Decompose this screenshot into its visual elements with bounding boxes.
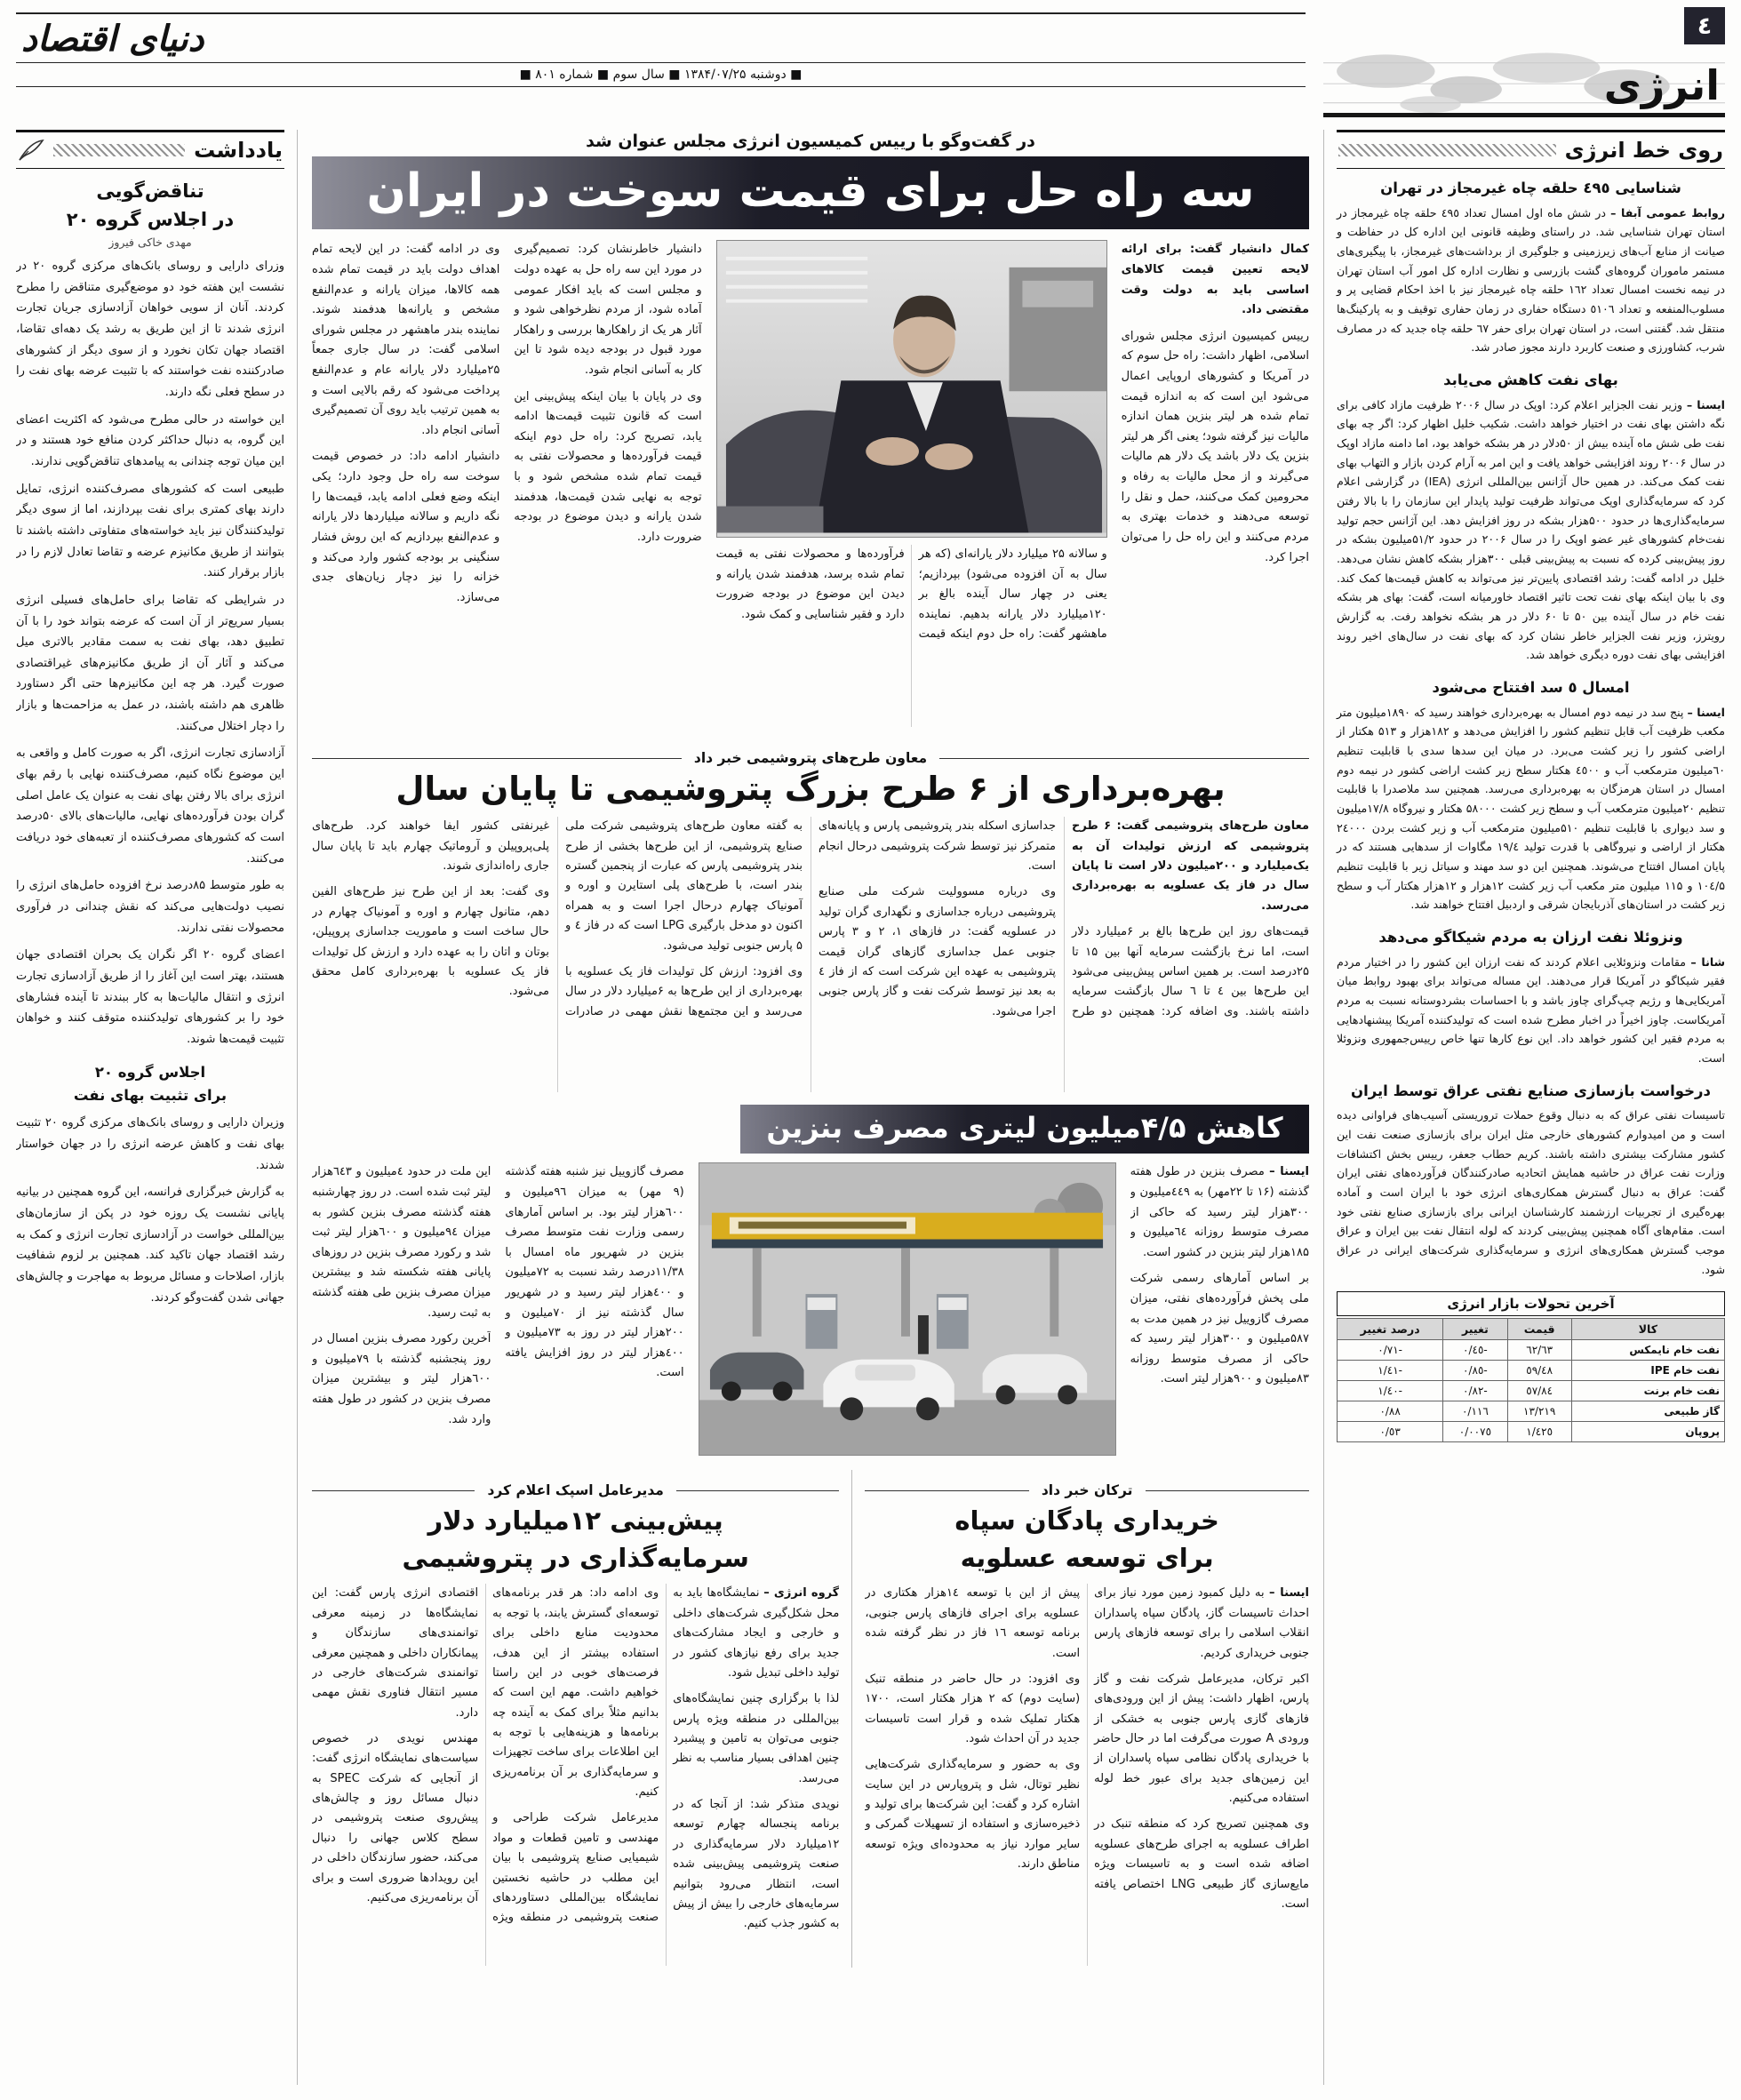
article-paragraph: وی به حضور و سرمایه‌گذاری شرکت‌هایی نظیر توتال، شل و پتروپارس در این سایت اشاره کرد و گفت: این شرکت‌ها برای تولید و ذخیره‌سازی و استفاده از تسهیلات گمرکی و سایر موارد نیاز به محدوده‌ای ویژه توسعه مناطق دارند. bbox=[865, 1758, 1081, 1872]
agency-label: روابط عمومی آبفا – bbox=[1610, 205, 1725, 220]
agency-label: ایسنا – bbox=[1269, 1165, 1309, 1179]
commodity-price: ٥٧/٨٤ bbox=[1507, 1381, 1571, 1401]
petro-body bbox=[312, 817, 1309, 1092]
note-paragraph: اعضای گروه ۲۰ اگر نگران یک بحران اقتصادی جهان هستند، بهتر است این آغاز را از طریق آزادسازی تجارت انرژی و انتقال مالیات‌ها به کار ببندند تا آینده فشارهای خود را بر کشورهای تولیدکننده متوقف کنند و خواهان تثبیت قیمت‌ها شوند. bbox=[16, 948, 284, 1046]
hatch-decoration bbox=[1338, 144, 1556, 156]
espik-kicker bbox=[312, 1482, 839, 1498]
commodity-pct: -١/٤٠ bbox=[1338, 1381, 1443, 1401]
note-byline: مهدی خاکی فیروز bbox=[108, 236, 192, 249]
table-row bbox=[1338, 1422, 1725, 1442]
torkan-article bbox=[851, 1470, 1309, 1968]
commodity-name: نفت خام IPE bbox=[1571, 1361, 1724, 1381]
note-subhead bbox=[16, 1061, 284, 1108]
col-header-change: تغییر bbox=[1443, 1319, 1507, 1340]
energy-item-text: در شش ماه اول امسال تعداد ٤٩٥ حلقه چاه غیرمجاز در استان تهران شناسایی شد. در راستای وظیفه قانونی این اداره کل در حفاظت و صیانت از منابع آب‌های زیرزمینی و جلوگیری از برداشت‌های غیرمجاز، با پیگیری‌های مستمر ماموران گروه‌های گشت بازرسی و نظارت اداره کل امور آب استان تهران در نیمه نخست امسال تعداد ١٦٢ حلقه چاه غیرمجاز نیز با اخذ احکام قضایی پر و مسلوب‌المنفعه و تعداد ٥١٠٦ دستگاه حفاری در زمان حفاری توقیف و به پارکینگ‌ها منتقل شد. گفتنی است، در استان تهران برای حفر ٦٧ حلقه چاه جدید که در مصارف شرب، کشاورزی و صنعت کاربرد دارند مجوز صادر شد. bbox=[1337, 205, 1725, 355]
espik-body bbox=[312, 1584, 839, 1966]
note-header-title: یادداشت bbox=[194, 138, 283, 163]
commodity-change: -٠/٤٥ bbox=[1443, 1340, 1507, 1361]
commodity-price: ١/٤٢٥ bbox=[1507, 1422, 1571, 1442]
commodity-name: نفت خام برنت bbox=[1571, 1381, 1724, 1401]
col-header-price: قیمت bbox=[1507, 1319, 1571, 1340]
masthead-logo-block bbox=[16, 7, 1306, 124]
energy-item-body bbox=[1337, 703, 1725, 914]
energy-item-title: امسال ٥ سد افتتاح می‌شود bbox=[1432, 678, 1630, 696]
note-paragraph: در شرایطی که تقاضا برای حامل‌های فسیلی انرژی بسیار سریع‌تر از آن است که عرضه بتواند خود را با آن تطبیق دهد، بهای نفت به سمت مقادیر بالاتری میل می‌کند و آثار آن از طریق مکانیزم‌های غیراقتصادی صورت گیرد. هر چه این مکانیزم‌ها حتی اگر دستاورد ظاهری هم داشته باشند، در عمل به مزاحمت‌ها و بازار را دچار اختلال می‌کنند. bbox=[16, 593, 284, 733]
article-paragraph: این ملت در حدود ٤میلیون و ٦٤۳هزار لیتر ثبت شده است. در روز چهارشنبه هفته گذشته مصرف بنزین کشور به میزان ۹٤میلیون و ٦۰۰هزار لیتر ثبت شد و رکورد مصرف بنزین در روزهای پایانی هفته شکسته شد و بیشترین میزان مصرف بنزین طی هفته گذشته به ثبت رسید. bbox=[312, 1165, 491, 1320]
headline-line-2: سرمایه‌گذاری در پتروشیمی bbox=[402, 1543, 749, 1574]
commodity-price: ٦٢/٦٣ bbox=[1507, 1340, 1571, 1361]
table-row bbox=[1338, 1381, 1725, 1401]
table-header-row bbox=[1338, 1319, 1725, 1340]
col-header-pct: درصد تغییر bbox=[1338, 1319, 1443, 1340]
main-article-body bbox=[312, 240, 1309, 738]
main-headline: سه راه حل برای قیمت سوخت در ایران bbox=[312, 156, 1309, 229]
table-row bbox=[1338, 1361, 1725, 1381]
commodity-pct: ٠/٨٨ bbox=[1338, 1401, 1443, 1422]
benzin-article bbox=[312, 1105, 1309, 1456]
note-column bbox=[16, 130, 297, 2085]
photo-column bbox=[716, 240, 1107, 738]
masthead bbox=[16, 7, 1725, 124]
article-paragraph: وی افزود: در حال حاضر در منطقه تنبک (سایت دوم) که ۲ هزار هکتار است، ۱۷۰۰ هکتار تملیک شده و قرار است تاسیسات جدید در آن احداث شود. bbox=[865, 1672, 1081, 1745]
energy-item-title: شناسایی ٤٩٥ حلقه چاه غیرمجاز در تهران bbox=[1380, 180, 1681, 196]
energy-item bbox=[1337, 927, 1725, 1068]
main-kicker: در گفت‌وگو با رییس کمیسیون انرژی مجلس عنوان شد bbox=[586, 132, 1035, 151]
quill-icon bbox=[18, 139, 44, 162]
torkan-kicker-text: ترکان خبر داد bbox=[1041, 1482, 1133, 1499]
energy-item-text: پنج سد در نیمه دوم امسال به بهره‌برداری خواهند رسید که ۱۸۹۰میلیون متر مکعب ظرفیت آب قابل تنظیم کشور را افزایش می‌دهد و ۱۸۲هزار و ۵۱۳ هکتار از اراضی کشور را زیر کشت می‌برد. در میان این سدها سدی با قابلیت تنظیم ٦٠میلیون مترمکعب آب و ٤٥٠٠ هکتار سطح زیر کشت اراضی کشور در نیمه دوم امسال در استان هرمزگان به بهره‌برداری می‌رسد. همچنین سد ملاصدرا با قابلیت تنظیم ۲۰میلیون مترمکعب آب و سطح زیر کشت ۵۸۰۰۰ هکتار و نیروگاه ۱۷/۸میلیون و سد دیواری با قابلیت تنظیم ۵۱۰میلیون مترمکعب آب و زیر کشت بردن ۲٤۰۰۰ هکتار از اراضی و نیروگاهی با قدرت تولید ۱۹/٤ مگاوات از سدهایی هستند که در پایان امسال افتتاح می‌شوند. همچنین این دو سد مهند و سیاتل زیر با قابلیت تنظیم ۱۰٤/۵ و ۱۱۵ میلیون متر مکعب آب زیر کشت ۱۲هزار و ۱۲هزار هکتار آب و سطح زیر کشت در استان‌های آذربایجان شرقی و اردبیل افتتاح خواهند شد. bbox=[1337, 705, 1725, 912]
article-paragraph: وی افزود: ارزش کل تولیدات فاز یک عسلویه با بهره‌برداری از این طرح‌ها به ۶میلیارد دلار در سال می‌رسد و این مجتمع‌ها نقش مهمی در صادرات غیرنفتی کشور ایفا خواهند کرد. طرح‌های پلی‌پروپیلن و آروماتیک چهارم باید تا پایان سال جاری راه‌اندازی شوند. bbox=[312, 819, 803, 1018]
article-lead bbox=[673, 1584, 839, 1683]
bottom-articles-row bbox=[312, 1470, 1309, 1968]
table-row bbox=[1338, 1340, 1725, 1361]
torkan-body bbox=[865, 1584, 1309, 1966]
note-header bbox=[16, 130, 284, 169]
main-article bbox=[312, 132, 1309, 738]
energy-table-title: آخرین تحولات بازار انرژی bbox=[1337, 1291, 1725, 1316]
article-paragraph: دانشیار خاطرنشان کرد: تصمیم‌گیری در مورد این سه راه حل به عهده دولت و مجلس است که باید افکار عمومی آماده شود، از مردم نظرخواهی شود و آثار هر یک از راهکارها بررسی و راهکار مورد قبول در بودجه دیده شود تا این کار به آسانی انجام شود. bbox=[514, 243, 702, 378]
article-column bbox=[505, 1162, 683, 1456]
energy-item-title: درخواست بازسازی صنایع نفتی عراق توسط ایران bbox=[1350, 1082, 1712, 1099]
article-lead bbox=[1094, 1584, 1309, 1663]
article-paragraph: مدیرعامل شرکت طراحی و مهندسی و تامین قطعات و مواد شیمیایی صنایع پتروشیمی با بیان این مطلب در حاشیه نخستین نمایشگاه بین‌المللی دستاوردهای صنعت پتروشیمی در منطقه ویژه اقتصادی انرژی پارس گفت: این نمایشگاه‌ها در زمینه معرفی توانمندی‌های سازندگان و پیمانکاران داخلی و همچنین معرفی توانمندی شرکت‌های خارجی در مسیر انتقال فناوری نقش مهمی دارد. bbox=[312, 1586, 659, 1925]
article-paragraph: وی همچنین تصریح کرد که منطقه تنبک در اطراف عسلویه به اجرای طرح‌های عسلویه اضافه شده است و به تاسیسات ویژه مایع‌سازی گاز طبیعی LNG اختصاص یافته است. bbox=[1094, 1817, 1309, 1911]
energy-item-body bbox=[1337, 953, 1725, 1068]
note-paragraph: طبیعی است که کشورهای مصرف‌کننده انرژی، تمایل دارند بهای کمتری برای نفت بپردازند، اما از سوی دیگر تولیدکنندگان نیز باید خواسته‌های متفاوتی داشته باشند تا بتوانند از طریق مکانیزم عرضه و تقاضا تعادل لازم را در بازار برقرار کنند. bbox=[16, 482, 284, 580]
article-column bbox=[1122, 240, 1309, 738]
note-paragraph: به طور متوسط ۸۵درصد نرخ افزوده حامل‌های انرژی را نصیب دولت‌هایی می‌کند که نقش چندانی در فرآوری محصولات نفتی ندارند. bbox=[16, 879, 284, 935]
article-paragraph: پیش از این با توسعه ۱٤هزار هکتاری در عسلویه برای اجرای فازهای پارس جنوبی، برنامه توسعه ۱٦ فاز در نظر گرفته شده است. bbox=[865, 1586, 1081, 1660]
article-paragraph: مهندس نویدی در خصوص سیاست‌های نمایشگاه انرژی گفت: از آنجایی که شرکت SPEC به دنبال مسائل روز و چالش‌های پیش‌روی صنعت پتروشیمی در سطح کلاس جهانی را دنبال می‌کند، حضور سازندگان داخلی در این رویدادها ضروری است و برای آن برنامه‌ریزی می‌کنیم. bbox=[312, 1732, 479, 1904]
espik-headline bbox=[312, 1502, 839, 1577]
gas-station-photo bbox=[699, 1162, 1116, 1456]
commodity-pct: -٠/٧١ bbox=[1338, 1340, 1443, 1361]
note-subhead-line-2: برای تثبیت بهای نفت bbox=[73, 1087, 228, 1105]
hatch-decoration bbox=[53, 144, 185, 156]
agency-label: ایسنا – bbox=[1686, 397, 1725, 411]
headline-line-1: پیش‌بینی ۱۲میلیارد دلار bbox=[427, 1505, 723, 1537]
headline-line-2: برای توسعه عسلویه bbox=[960, 1543, 1214, 1574]
interview-photo-graphic bbox=[717, 241, 1106, 533]
espik-kicker-text: مدیرعامل اسپک اعلام کرد bbox=[487, 1482, 664, 1499]
article-paragraph: رییس کمیسیون انرژی مجلس شورای اسلامی، اظهار داشت: راه حل سوم که در آمریکا و کشورهای اروپایی اعمال می‌شود این است که به اندازه قیمت تمام شده هر لیتر بنزین همان اندازه مالیات نیز گرفته شود؛ یعنی اگر هر لیتر بنزین یک دلار باشد یک دلار هم مالیات می‌گیرند و از محل مالیات به رفاه و محرومین کمک می‌کنند، حمل و نقل را توسعه می‌دهند و خدمات بهتری به مردم می‌کنند و این راه حل را می‌توان اجرا کرد. bbox=[1121, 329, 1309, 564]
energy-item-body bbox=[1337, 395, 1725, 665]
petro-article bbox=[312, 750, 1309, 1092]
note-title-line-2: در اجلاس گروه ۲۰ bbox=[66, 208, 235, 230]
under-photo-text bbox=[716, 545, 1107, 727]
newspaper-logo: دنیای اقتصاد bbox=[21, 18, 204, 60]
article-paragraph: وی درباره مسوولیت شرکت ملی صنایع پتروشیمی درباره جداسازی و نگهداری گران تولید در عسلویه گفت: در فازهای ۱، ۲ و ۳ پارس جنوبی عمل جداسازی گازهای گران قیمت پتروشیمی به عهده این شرکت است که از فاز ٤ به بعد نیز توسط شرکت نفت و گاز پارس جنوبی اجرا می‌شود. bbox=[819, 885, 1057, 1018]
lead-text: به دلیل کمبود زمین مورد نیاز برای احداث تاسیسات گاز، پادگان سپاه پاسداران انقلاب اسلامی را برای توسعه فازهای پارس جنوبی خریداری کردیم. bbox=[1094, 1586, 1309, 1660]
article-column bbox=[1130, 1162, 1309, 1456]
logo-row bbox=[16, 12, 1306, 62]
petro-kicker bbox=[312, 750, 1309, 766]
energy-item-title: ونزوئلا نفت ارزان به مردم شیکاگو می‌دهد bbox=[1378, 928, 1683, 946]
commodity-change: -٠/٨٢ bbox=[1443, 1381, 1507, 1401]
article-paragraph: بر اساس آمارهای رسمی شرکت ملی پخش فرآورده‌های نفتی، میزان مصرف گازوییل نیز در همین مدت به ۵۸۷میلیون و ۳۰۰هزار لیتر رسید که حاکی از مصرف متوسط روزانه ۸۳میلیون و ۹۰۰هزار لیتر است. bbox=[1130, 1272, 1309, 1386]
article-lead: کمال دانشیار گفت: برای ارائه لایحه تعیین قیمت کالاهای اساسی باید به دولت وقت مقتضی داد. bbox=[1121, 243, 1309, 317]
article-column bbox=[312, 1162, 491, 1456]
commodity-name: نفت خام نایمکس bbox=[1571, 1340, 1724, 1361]
col-header-name: کالا bbox=[1571, 1319, 1724, 1340]
section-banner bbox=[1323, 46, 1725, 117]
content-grid bbox=[16, 130, 1725, 2085]
torkan-headline bbox=[865, 1502, 1309, 1577]
article-column bbox=[312, 240, 499, 738]
energy-line-column bbox=[1323, 130, 1725, 2085]
article-paragraph: و سالانه ۲۵ میلیارد دلار یارانه‌ای (که هر سال به آن افزوده می‌شود) بپردازیم؛ یعنی در چهار سال آینده بالغ بر ۱۲۰میلیارد دلار یارانه بدهیم. نماینده ماهشهر گفت: راه حل دوم اینکه قیمت فرآورده‌ها و محصولات نفتی به قیمت تمام شده برسد، هدفمند شدن یارانه و دیدن این موضوع در بودجه ضرورت دارد و فقیر شناسایی و کمک شود. bbox=[715, 547, 1107, 642]
energy-item bbox=[1337, 677, 1725, 914]
energy-item-body bbox=[1337, 204, 1725, 357]
article-paragraph: وی گفت: بعد از این طرح نیز طرح‌های الفین دهم، متانول چهارم و اوره و آمونیاک چهارم در حال ساخت است و ماموریت جداسازی پروپیلن، بوتان و اتان را به عهده دارد و ارزش کل تولیدات فاز یک عسلویه با بهره‌برداری کامل محقق می‌شود. bbox=[312, 885, 549, 999]
benzin-body bbox=[312, 1162, 1309, 1456]
energy-item-text: مقامات ونزوئلایی اعلام کردند که نفت ارزان این کشور را در اختیار مردم فقیر شیکاگو در آمریکا قرار می‌دهند. این مساله می‌تواند برای بهبود روابط میان آمریکایی‌ها و رژیم چپ‌گرای چاوز باشد و با احساسات بشردوستانه نسبت به مردم آمریکاست. چاوز اخیراً در اخبار مطرح شده است که تولیدکننده آمریکا پیشنهادهایی به مردم فقیر این کشور خواهد داد. این نوع کارها تنها خاص رییس‌جمهوری ونزوئلا است. bbox=[1337, 954, 1725, 1065]
benzin-headline: کاهش ۴/۵میلیون لیتری مصرف بنزین bbox=[740, 1105, 1309, 1154]
masthead-section-block bbox=[1323, 7, 1725, 124]
section-title: انرژی bbox=[1603, 61, 1720, 109]
table-row bbox=[1338, 1401, 1725, 1422]
commodity-name: پروپان bbox=[1571, 1422, 1724, 1442]
commodity-price: ١٣/٢١٩ bbox=[1507, 1401, 1571, 1422]
article-lead: معاون طرح‌های پتروشیمی گفت: ۶ طرح پتروشیمی که ارزش تولیدات آن به یک‌میلیارد و ۲۰۰میلیون دلار است تا پایان سال در فاز یک عسلویه به بهره‌برداری می‌رسد. bbox=[1072, 819, 1309, 913]
agency-label: ایسنا – bbox=[1687, 705, 1725, 719]
note-paragraph: این خواسته در حالی مطرح می‌شود که اکثریت اعضای این گروه، به دنبال حداکثر کردن منافع خود هستند و در این میان توجه چندانی به پیامدهای تناقض‌گویی ندارند. bbox=[16, 412, 284, 468]
energy-line-title: روی خط انرژی bbox=[1564, 138, 1723, 163]
commodity-pct: ٠/٥٣ bbox=[1338, 1422, 1443, 1442]
note-paragraph: وزیران دارایی و روسای بانک‌های مرکزی گروه ۲۰ تثبیت بهای نفت و کاهش عرضه انرژی را در جهان خواستار شدند. bbox=[16, 1116, 284, 1172]
article-paragraph: مصرف گازوییل نیز شنبه هفته گذشته (۹ مهر) به میزان ۹٦میلیون و ٦۰۰هزار لیتر بود. بر اساس آمارهای رسمی وزارت نفت متوسط مصرف بنزین در شهریور ماه امسال با ۱۱/۳۸درصد رشد نسبت به ۷۲میلیون و ٤۰۰هزار لیتر رسید و در شهریور سال گذشته نیز از ۷۰میلیون و ۲۰۰هزار لیتر در روز به ۷۳میلیون و ٤۰۰هزار لیتر در روز افزایش یافته است. bbox=[505, 1165, 684, 1380]
article-paragraph: لذا با برگزاری چنین نمایشگاه‌های بین‌المللی در منطقه ویژه پارس جنوبی می‌توان به تامین و پیشبرد چنین اهدافی بسیار مناسب به نظر می‌رسد. bbox=[673, 1692, 840, 1785]
note-paragraph: وزرای دارایی و روسای بانک‌های مرکزی گروه ۲۰ در نشست این هفته خود دو موضع‌گیری متناقض را مطرح کردند. آنان از سویی خواهان آزادسازی جریان تجارت انرژی شدند تا از این طریق به رشد یک دهه‌ای تقاضا، اقتصاد جهان تکان نخورد و از سوی دیگر از کشورهای صادرکننده نفت خواستند که با تثبیت عرضه بهای نفت را در سطح فعلی نگه دارند. bbox=[16, 260, 284, 399]
note-title bbox=[16, 178, 284, 234]
headline-line-1: خریداری پادگان سپاه bbox=[954, 1505, 1219, 1537]
torkan-kicker bbox=[865, 1482, 1309, 1498]
article-column bbox=[514, 240, 701, 738]
article-paragraph: نویدی متذکر شد: از آنجا که در برنامه پنجساله چهارم توسعه ۱۲میلیارد دلار سرمایه‌گذاری در صنعت پتروشیمی پیش‌بینی شده است، انتظار می‌رود بتوانیم سرمایه‌های خارجی را بیش از پیش به کشور جذب کنیم. bbox=[673, 1798, 840, 1931]
note-title-line-1: تناقض‌گویی bbox=[96, 180, 204, 202]
commodity-name: گاز طبیعی bbox=[1571, 1401, 1724, 1422]
commodity-change: -٠/٨٥ bbox=[1443, 1361, 1507, 1381]
market-table bbox=[1337, 1318, 1725, 1442]
article-paragraph: قیمت‌های روز این طرح‌ها بالغ بر ۶میلیارد دلار است، اما نرخ بازگشت سرمایه آنها بین ۱۵ تا ۲۵درصد است. بر همین اساس پیش‌بینی می‌شود این طرح‌ها بین ٤ تا ٦ سال بازگشت سرمایه داشته باشند. وی اضافه کرد: همچنین دو طرح جداسازی اسکله بندر پتروشیمی پارس و پایانه‌های متمرکز نیز توسط شرکت پتروشیمی درحال انجام است. bbox=[819, 819, 1309, 1018]
page-number: ٤ bbox=[1684, 7, 1725, 44]
article-lead bbox=[1130, 1162, 1309, 1263]
note-subhead-line-1: اجلاس گروه ۲۰ bbox=[94, 1063, 206, 1081]
energy-item-body bbox=[1337, 1106, 1725, 1279]
energy-market-table bbox=[1337, 1291, 1725, 1442]
energy-item-text: وزیر نفت الجزایر اعلام کرد: اوپک در سال ۲۰۰۶ ظرفیت مازاد کافی برای نگه داشتن بهای نفت در اختیار خواهد داشت. شکیب خلیل اظهار کرد: اگر چه بهای نفت طی شش ماه آینده بیش از ۵۰دلار در هر بشکه خواهد بود، اما دامنه مازاد اوپک در سال ۲۰۰۶ روند افزایشی خواهد یافت و این امر به آرام کردن بازار و التهاب بهای نفت کمک می‌کند. در همین حال آژانس بین‌المللی انرژی (IEA) در گزارشی اعلام کرد که سرمایه‌گذاری اوپک می‌تواند ظرفیت تولید پایدار این سازمان را با بالا رفتن سرمایه‌گذاری‌ها در حدود ۵۰۰هزار بشکه در روز افزایش دهد. این آژانس حجم تولید نفت‌خام کشورهای غیر عضو اوپک را در سال ۲۰۰۶ در حدود ۵۱/۲میلیون بشکه در روز پیش‌بینی کرده که نسبت به پیش‌بینی قبلی ۳۰۰هزار بشکه کاهش نشان می‌دهد. خلیل در ادامه گفت: رشد اقتصادی پایین‌تر نیز می‌تواند به کاهش قیمت‌ها کمک کند. وی با بیان اینکه بهای نفت تحت تاثیر اقتصاد خاورمیانه است، گفت: بهای هر بشکه نفت خام در سال آینده بین ۵۰ تا ۶۰ دلار در هر بشکه نخواهد رفت. به گزارش رویترز، وزیر نفت الجزایر خاطر نشان کرد که بهای نفت در سال‌های اخیر روند افزایشی بهای نفت دوره دیگری خواهد شد. bbox=[1337, 397, 1725, 662]
agency-label: گروه انرژی – bbox=[763, 1586, 840, 1601]
petro-headline: بهره‌برداری از ۶ طرح بزرگ پتروشیمی تا پایان سال bbox=[395, 770, 1226, 809]
petro-kicker-text: معاون طرح‌های پتروشیمی خبر داد bbox=[693, 750, 928, 767]
article-paragraph: وی در ادامه گفت: در این لایحه تمام اهداف دولت باید در قیمت تمام شده همه کالاها، میزان یارانه و عدم‌النفع مشخص و یارانه‌ها هدفمند شوند. نماینده بندر ماهشهر در مجلس شورای اسلامی گفت: در سال جاری جمعاً ۲۵میلیارد دلار یارانه عام و عدم‌النفع پرداخت می‌شود که رقم بالایی است و به همین ترتیب باید روی آن تصمیم‌گیری آسانی انجام داد. bbox=[312, 243, 500, 437]
center-column bbox=[297, 130, 1323, 2085]
gas-station-photo-graphic bbox=[699, 1163, 1115, 1455]
article-paragraph: دانشیار ادامه داد: در خصوص قیمت سوخت سه راه حل وجود دارد؛ یکی اینکه وضع فعلی ادامه یابد، قیمت‌ها را نگه داریم و سالانه میلیاردها دلار یارانه و عدم‌النفع بپردازیم که این روش فشار سنگینی بر بودجه کشور وارد می‌کند و خزانه را نیز دچار زیان‌های جدی می‌سازد. bbox=[312, 450, 500, 604]
article-paragraph: اکبر ترکان، مدیرعامل شرکت نفت و گاز پارس، اظهار داشت: پیش از این ورودی‌های فازهای گازی پارس جنوبی به خشکی از ورودی A صورت می‌گرفت اما در حال حاضر با خریداری پادگان نظامی سپاه پاسداران از این زمین‌های جدید برای عبور خط لوله استفاده می‌کنیم. bbox=[1094, 1672, 1309, 1806]
energy-line-header bbox=[1337, 130, 1725, 169]
espik-article bbox=[312, 1470, 851, 1968]
dateline: ■ دوشنبه ۱۳۸۴/۰۷/۲۵ ■ سال سوم ■ شماره ۸۰۱ ■ bbox=[16, 62, 1306, 87]
commodity-price: ٥٩/٤٨ bbox=[1507, 1361, 1571, 1381]
article-paragraph: وی ادامه داد: هر قدر برنامه‌های توسعه‌ای گسترش یابند، با توجه به محدودیت منابع داخلی برای استفاده بیشتر از این هدف، فرصت‌های خوبی در این راستا خواهیم داشت. مهم این است که بدانیم مثلاً برای کمک به آینده چه برنامه‌ها و هزینه‌هایی با توجه به این اطلاعات برای ساخت تجهیزات و سرمایه‌گذاری بر آن برنامه‌ریزی کنیم. bbox=[492, 1586, 659, 1800]
agency-label: شانا – bbox=[1690, 954, 1725, 969]
note-paragraph: به گزارش خبرگزاری فرانسه، این گروه همچنین در بیانیه پایانی نشست یک روزه خود در پکن از سازمان‌های بین‌المللی خواست در آزادسازی تجارت انرژی و کمک به رشد اقتصاد جهان تاکید کند. همچنین بر لزوم شفافیت بازار، اصلاحات و مسائل مربوط به مهاجرت و چالش‌های جهانی شدن گفت‌وگو کردند. bbox=[16, 1186, 284, 1305]
energy-item bbox=[1337, 178, 1725, 357]
energy-item-text: تاسیسات نفتی عراق که به دنبال وقوع حملات تروریستی آسیب‌های فراوانی دیده است و من امیدوارم کشورهای خارجی مثل ایران برای بازسازی صنعت نفت این کشور مشارکت بیشتری داشته باشند. کریم حطاب جعفر، رییس بخش اکتشافات وزارت نفت عراق در حاشیه همایش اتحادیه صادرکنندگان فرآورده‌های نفتی ایران گفت: عراق به دنبال گسترش همکاری‌های انرژی خود با ایران است و آماده بهره‌گیری از تجربیات ارزشمند کارشناسان ایرانی برای بازسازی صنایع نفتی خود است. مقام‌های آگاه همچنین پیش‌بینی کردند که لوله انتقال نفت بین ایران و عراق موجب گسترش همکاری‌های انرژی و سرمایه‌گذاری شرکت‌های ایرانی در عراق شود. bbox=[1337, 1108, 1725, 1276]
energy-item-title: بهای نفت کاهش می‌یابد bbox=[1443, 371, 1618, 388]
energy-item bbox=[1337, 370, 1725, 665]
agency-label: ایسنا – bbox=[1269, 1586, 1309, 1601]
article-paragraph: وی در پایان با بیان اینکه پیش‌بینی این است که قانون تثبیت قیمت‌ها ادامه یابد، تصریح کرد: راه حل دوم اینکه قیمت فرآورده‌ها و محصولات نفتی به قیمت تمام شده مشخص شود و با توجه به نهایی شدن قیمت‌ها، هدفمند شدن یارانه و دیدن موضوع در بودجه ضرورت دارد. bbox=[514, 389, 702, 544]
interview-photo bbox=[716, 240, 1107, 538]
commodity-change: ٠/١١٦ bbox=[1443, 1401, 1507, 1422]
note-paragraph: آزادسازی تجارت انرژی، اگر به صورت کامل و واقعی به این موضوع نگاه کنیم، مصرف‌کننده نهایی با رقم بهای انرژی برای بالا رفتن بهای نفت به عنوان یک عامل اصلی گران بودن فرآورده‌های نهایی، مالیات‌های بالای ۵۰درصد است که کشورهای مصرف‌کننده از تعبه‌های خود دریافت می‌کنند. bbox=[16, 747, 284, 866]
commodity-pct: -١/٤١ bbox=[1338, 1361, 1443, 1381]
lead-text: مصرف بنزین در طول هفته گذشته (۱۶ تا ۲۲مهر) به ٤٤۹میلیون و ۳۰۰هزار لیتر رسید که حاکی از مصرف متوسط روزانه ٦٤میلیون و ۱۸۵هزار لیتر بنزین در کشور است. bbox=[1130, 1165, 1309, 1259]
energy-item bbox=[1337, 1081, 1725, 1280]
lead-text: نمایشگاه‌ها باید به محل شکل‌گیری شرکت‌های داخلی و خارجی و ایجاد مشارکت‌های جدید برای رفع نیازهای کشور در تولید داخلی تبدیل شود. bbox=[673, 1586, 840, 1680]
article-paragraph: به گفته معاون طرح‌های پتروشیمی شرکت ملی صنایع پتروشیمی، از این طرح‌ها بخشی از طرح بندر پتروشیمی پارس که عبارت از پنجمین گستره بندر است، با طرح‌های پلی استایرن و اوره و آمونیاک چهارم درحال اجرا است و به همراه اکنون دو مدخل بارگیری LPG است که در فاز ٤ و ۵ پارس جنوبی تولید می‌شود. bbox=[565, 819, 803, 953]
article-paragraph: آخرین رکورد مصرف بنزین امسال در روز پنجشنبه گذشته با ۷۹میلیون و ٦۰۰هزار لیتر و بیشترین میزان مصرف بنزین در کشور در طول هفته وارد شد. bbox=[312, 1332, 491, 1426]
commodity-change: ٠/٠٠٧٥ bbox=[1443, 1422, 1507, 1442]
